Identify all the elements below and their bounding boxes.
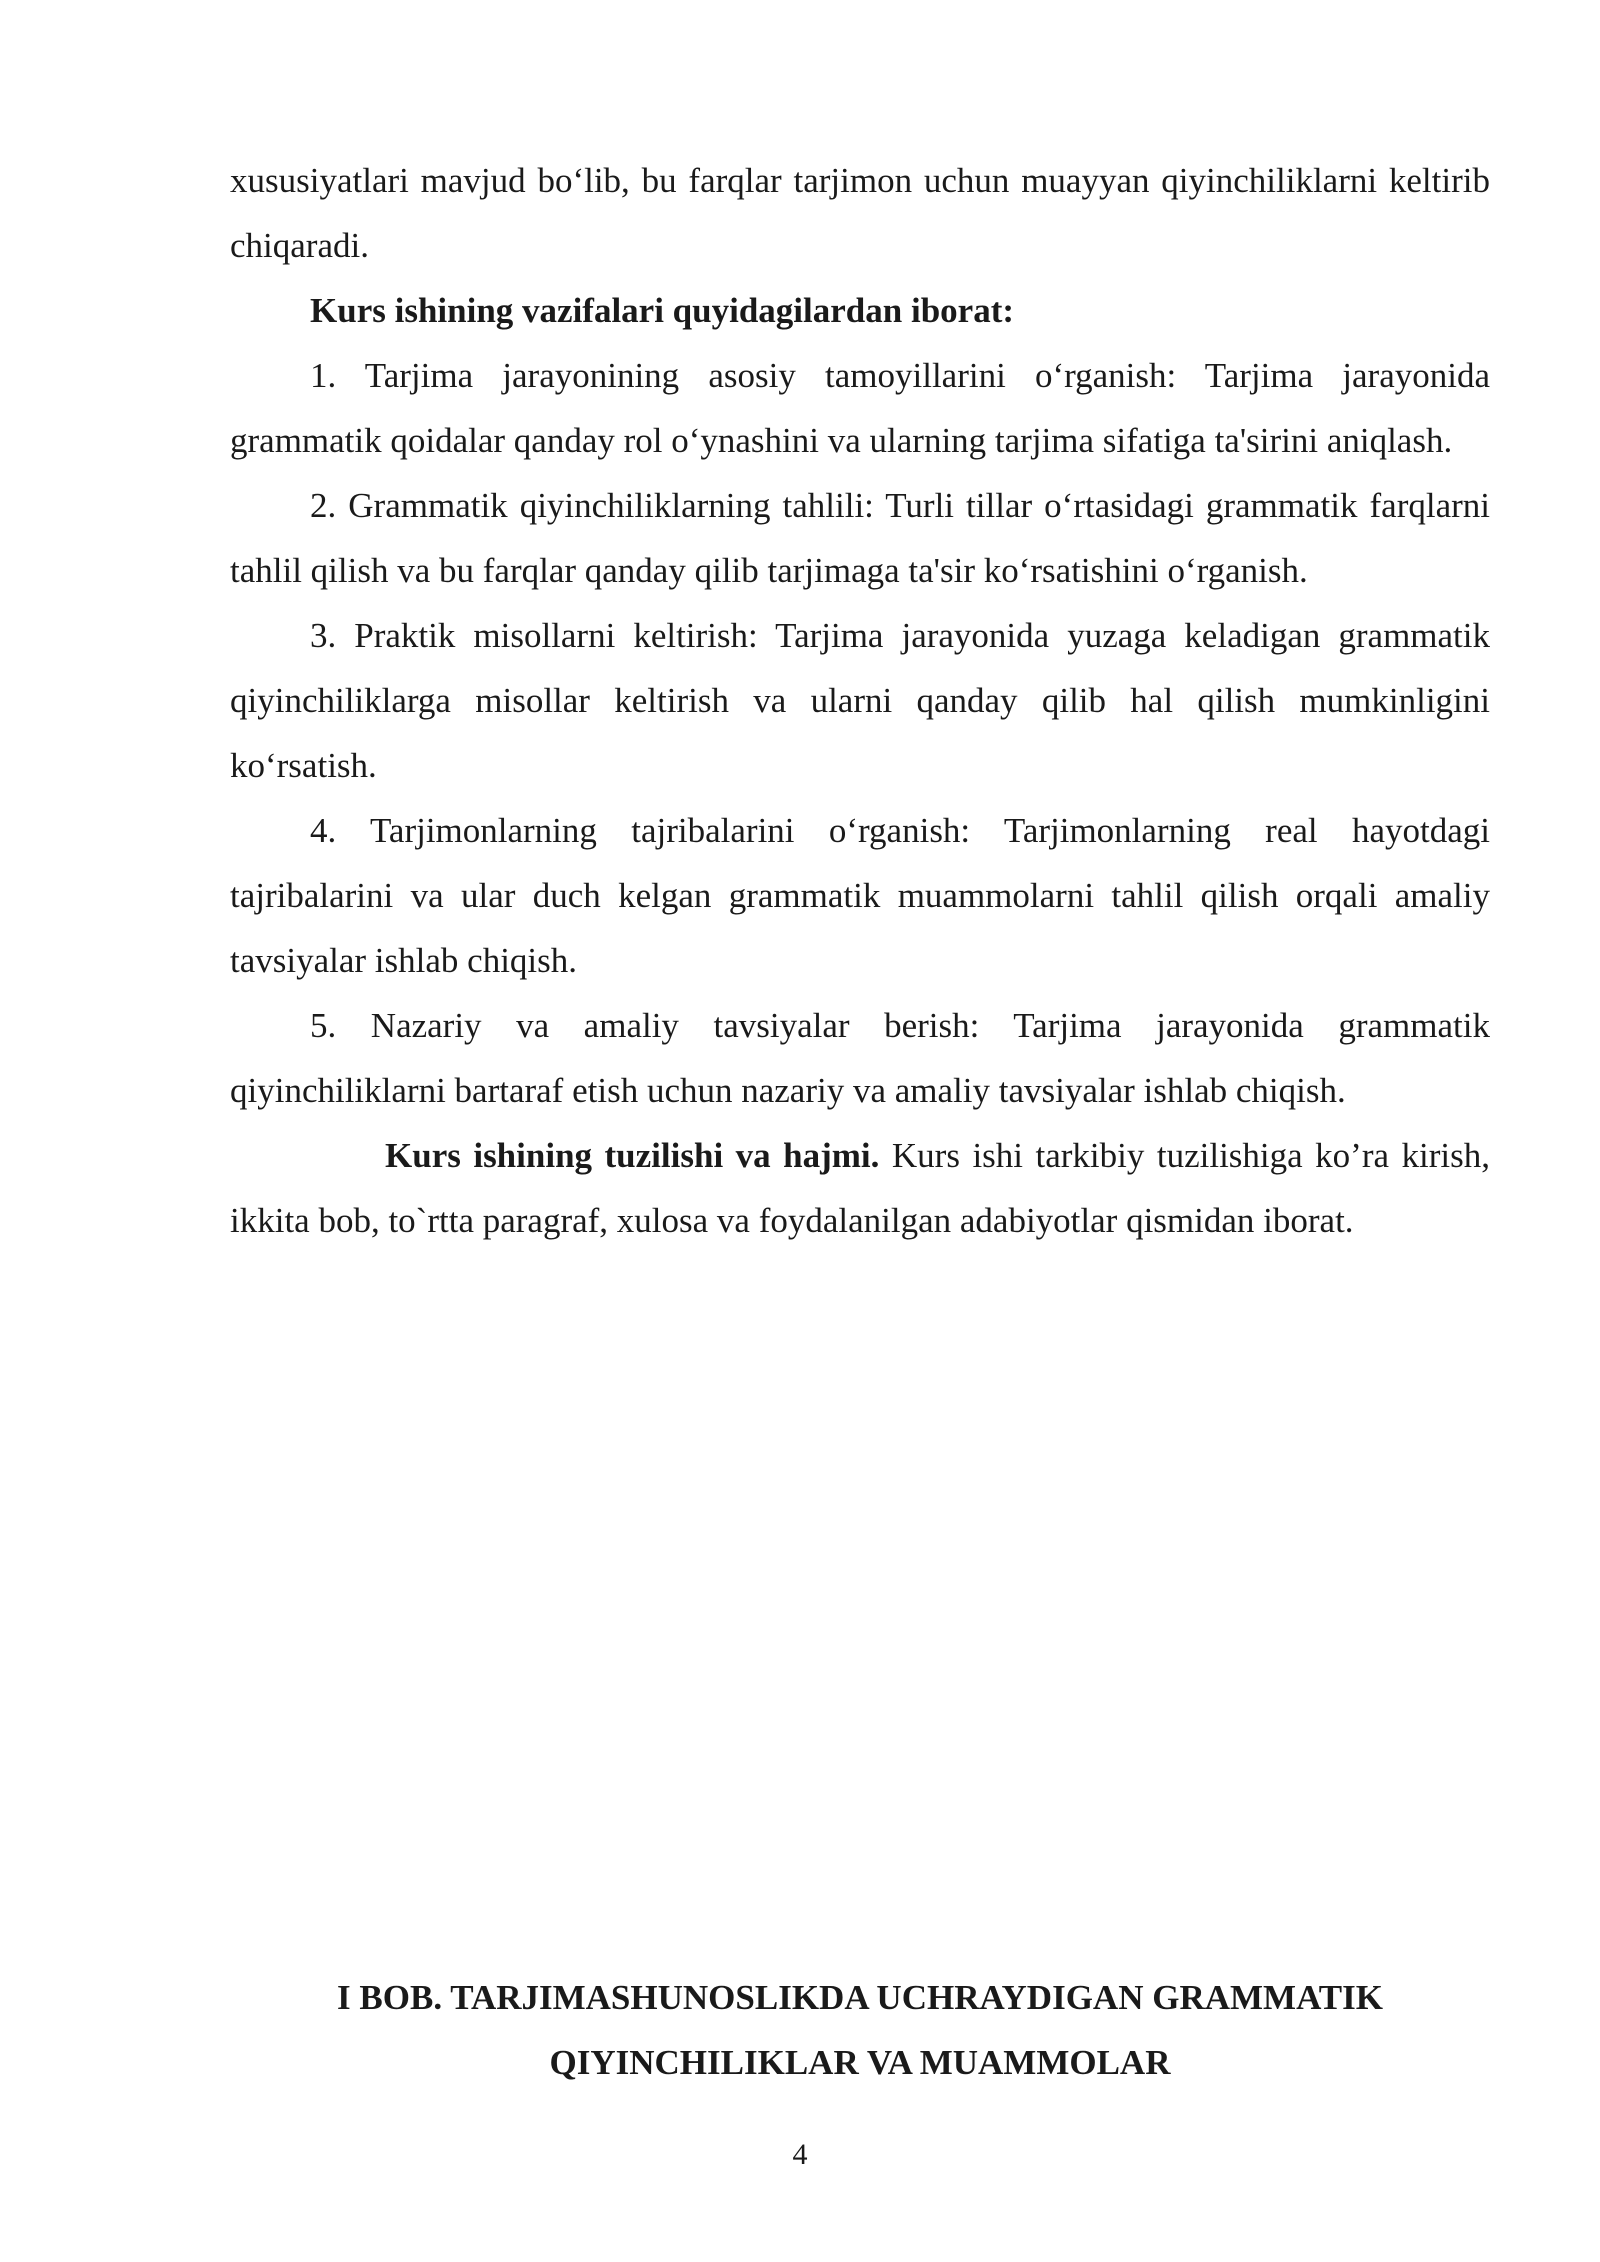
page-number: 4 <box>792 2138 808 2171</box>
chapter-title-line-1: I BOB. TARJIMASHUNOSLIKDA UCHRAYDIGAN GRAMMATIK <box>337 1978 1383 2017</box>
structure-text: Kurs ishi tarkibiy tuzilishiga ko’ra kirish, ikkita bob, to`rtta paragraf, xulosa va foydalanilgan adabiyotlar qismidan iborat. <box>230 1136 1490 1240</box>
structure-lead: Kurs ishining tuzilishi va hajmi. <box>385 1136 880 1175</box>
task-item-4: 4. Tarjimonlarning tajribalarini o‘rganish: Tarjimonlarning real hayotdagi tajribalarini va ular duch kelgan grammatik muammolarni tahlil qilish orqali amaliy tavsiyalar ishlab chiqish. <box>230 811 1490 980</box>
task-item-1: 1. Tarjima jarayonining asosiy tamoyillarini o‘rganish: Tarjima jarayonida grammatik qoidalar qanday rol o‘ynashini va ularning tarjima sifatiga ta'sirini aniqlash. <box>230 356 1490 460</box>
continuation-paragraph: xususiyatlari mavjud bo‘lib, bu farqlar tarjimon uchun muayyan qiyinchiliklarni keltirib chiqaradi. <box>230 161 1490 265</box>
task-item-3: 3. Praktik misollarni keltirish: Tarjima jarayonida yuzaga keladigan grammatik qiyinchiliklarga misollar keltirish va ularni qanday qilib hal qilish mumkinligini ko‘rsatish. <box>230 616 1490 785</box>
body-text <box>230 148 1490 1253</box>
task-item-5: 5. Nazariy va amaliy tavsiyalar berish: Tarjima jarayonida grammatik qiyinchiliklarni bartaraf etish uchun nazariy va amaliy tavsiyalar ishlab chiqish. <box>230 1006 1490 1110</box>
tasks-heading: Kurs ishining vazifalari quyidagilardan iborat: <box>310 291 1014 330</box>
structure-paragraph <box>230 1123 1490 1253</box>
chapter-title <box>230 1965 1490 2095</box>
chapter-title-line-2: QIYINCHILIKLAR VA MUAMMOLAR <box>549 2043 1171 2082</box>
task-item-2: 2. Grammatik qiyinchiliklarning tahlili: Turli tillar o‘rtasidagi grammatik farqlarni tahlil qilish va bu farqlar qanday qilib tarjimaga ta'sir ko‘rsatishini o‘rganish. <box>230 486 1490 590</box>
